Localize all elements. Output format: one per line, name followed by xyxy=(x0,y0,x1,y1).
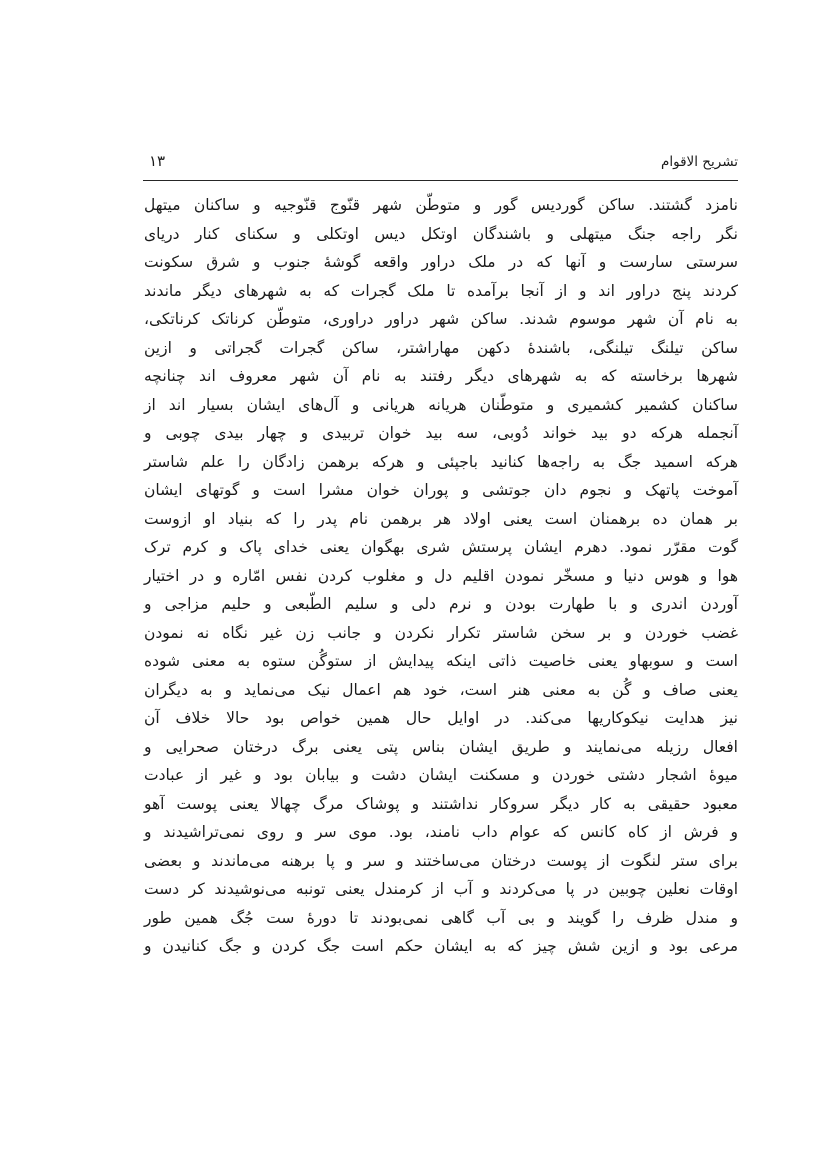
text-line: ساکن تیلنگ تیلنگی، باشندهٔ دکهن مهاراشتر، ساکن گجرات گجراتی و ازین xyxy=(144,338,738,357)
text-line: و مندل ظرف را گویند و بی آب گاهی نمی‌بودند تا دورهٔ ست جُگ همین طور xyxy=(144,908,738,927)
text-line: به نام آن شهر موسوم شدند. ساکن شهر دراور دراوری، متوطّن کرناتک کرناتکی، xyxy=(144,310,738,328)
page-number: ۱۳ xyxy=(149,152,166,170)
text-line: نگر راجه جنگ میتهلی و باشندگان اوتکل دیس اوتکلی و سکنای کنار دریای xyxy=(144,224,738,243)
header-rule xyxy=(143,180,738,181)
text-line: افعال رزیله می‌نمایند و طریق ایشان بناس پتی یعنی برگ درختان صحرایی و xyxy=(144,737,738,756)
text-line: نامزد گشتند. ساکن گوردیس گور و متوطّن شهر قنّوج قنّوجیه و ساکنان میتهل xyxy=(144,196,738,214)
text-line: آوردن اندری و با طهارت بودن و نرم دلی و سلیم الطّبعی و حلیم مزاجی و xyxy=(144,595,738,613)
body-text xyxy=(144,191,738,961)
running-title: تشریح الاقوام xyxy=(661,154,738,170)
text-line: شهرها برخاسته که به شهرهای دیگر رفتند به نام آن شهر معروف اند چنانچه xyxy=(144,367,738,385)
text-line: نیز هدایت نیکوکاریها می‌کند. در اوایل حال همین خواص بود حالا خلاف آن xyxy=(144,709,738,727)
text-line: آموخت پاتهک و نجوم دان جوتشی و پوران خوان مشرا است و گوتهای ایشان xyxy=(144,481,738,499)
text-line: برای ستر لنگوت از پوست درختان می‌ساختند و سر و پا برهنه می‌ماندند و بعضی xyxy=(144,851,738,870)
text-line: هوا و هوس دنیا و مسخّر نمودن اقلیم دل و مغلوب کردن نفس امّاره و در اختیار xyxy=(144,566,738,585)
text-line: یعنی صاف و گُن به معنی هنر است، خود هم اعمال نیک می‌نماید و به دیگران xyxy=(144,680,738,699)
text-line: ساکنان کشمیر کشمیری و متوطّنان هریانه هریانی و آل‌های ایشان بسیار اند از xyxy=(144,395,738,414)
text-line: بر همان ده برهمنان است یعنی اولاد هر برهمن نام پدر را که بنیاد او ازوست xyxy=(144,509,738,528)
text-line: گوت مقرّر نمود. دهرم ایشان پرستش شری بهگوان یعنی خدای پاک و کرم ترک xyxy=(144,538,738,556)
text-line: آنجمله هرکه دو بید خواند دُوبی، سه بید خوان تربیدی و چهار بیدی چوبی و xyxy=(144,424,738,442)
text-line: میوهٔ اشجار دشتی خوردن و مسکنت ایشان دشت و بیابان بود و غیر از عبادت xyxy=(144,766,738,784)
text-line: غضب خوردن و بر سخن شاستر تکرار نکردن و جانب زن غیر نگاه نه نمودن xyxy=(144,623,738,642)
text-line: سرستی سارست و آنها که در ملک دراور واقعه گوشهٔ جنوب و شرق سکونت xyxy=(144,253,738,271)
text-line: کردند پنج دراور اند و از آنجا برآمده تا ملک گجرات که به شهرهای دیگر ماندند xyxy=(144,281,738,300)
text-line: اوقات نعلین چوبین در پا می‌کردند و آب از کرمندل یعنی تونبه می‌نوشیدند کر دست xyxy=(144,880,738,898)
text-line: مرعی بود و ازین شش چیز که به ایشان حکم است جگ کردن و جگ کنانیدن و xyxy=(144,937,738,955)
text-line: و فرش از کاه کانس که عوام داب نامند، بود. موی سر و روی نمی‌تراشیدند و xyxy=(144,823,738,841)
running-header xyxy=(143,150,738,174)
text-line: است و سوبهاو یعنی خاصیت ذاتی اینکه پیدایش از ستوگُن ستوه به معنی شوده xyxy=(144,652,738,670)
text-line: هرکه اسمید جگ به راجه‌ها کنانید باجپئی و هرکه برهمن زادگان را علم شاستر xyxy=(144,452,738,471)
text-line: معبود حقیقی به کار دیگر سروکار نداشتند و پوشاک مرگ چهالا یعنی پوست آهو xyxy=(144,794,738,813)
